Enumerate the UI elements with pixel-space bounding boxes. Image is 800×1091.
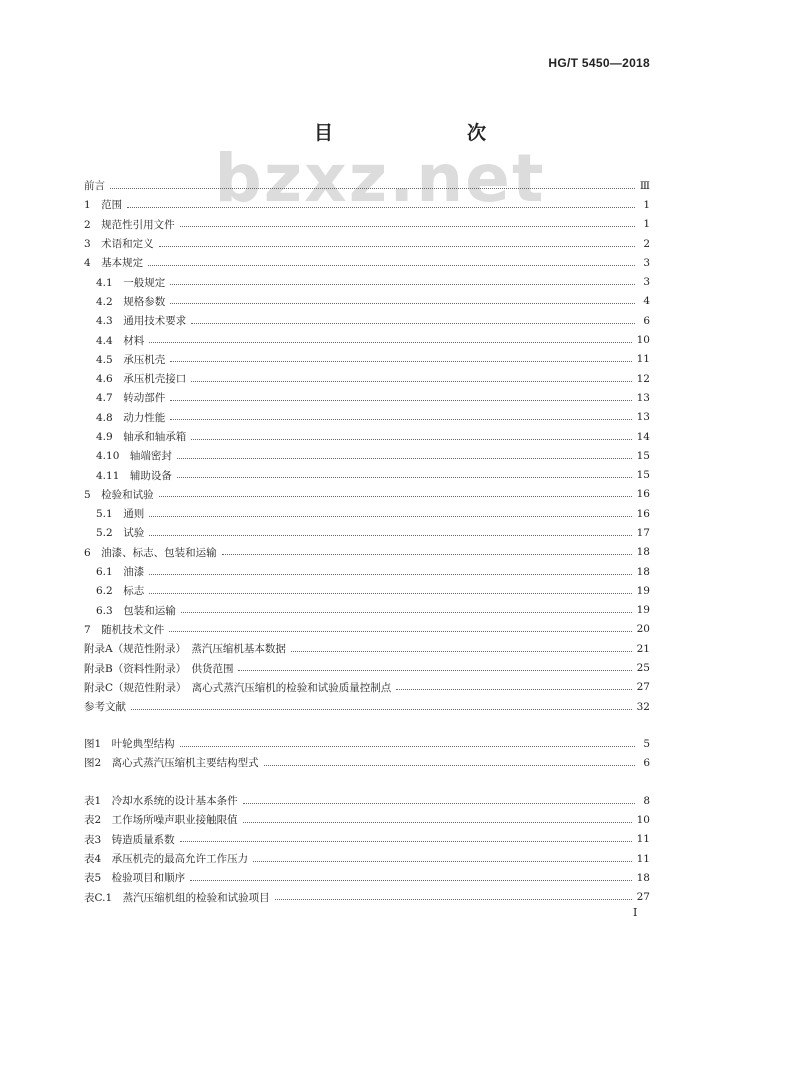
toc-entry-label: 1 范围 (84, 199, 123, 212)
toc-entry-label: 表4 承压机壳的最高允许工作压力 (84, 853, 249, 866)
dot-leader (191, 380, 631, 382)
toc-entry[interactable] (84, 620, 650, 639)
dot-leader (159, 245, 635, 247)
toc-entry[interactable] (84, 678, 650, 697)
toc-entry-label: 前言 (84, 180, 105, 193)
toc-entry-label: 表2 工作场所噪声职业接触限值 (84, 814, 238, 827)
toc-entry-page: 6 (643, 314, 650, 327)
dot-leader (243, 821, 632, 823)
dot-leader (169, 630, 631, 632)
toc-entry-label: 4.3 通用技术要求 (96, 315, 187, 328)
toc-entry-label: 6.1 油漆 (96, 566, 145, 579)
toc-entry[interactable] (84, 195, 650, 214)
toc-entry-page: 4 (643, 295, 650, 308)
dot-leader (180, 745, 635, 747)
toc-entry[interactable] (84, 581, 650, 600)
toc-entry-label: 表1 冷却水系统的设计基本条件 (84, 795, 238, 808)
toc-entry-label: 4.2 规格参数 (96, 295, 166, 308)
toc-entry[interactable] (84, 292, 650, 311)
toc-entry[interactable] (84, 176, 650, 195)
toc-entry-label: 6 油漆、标志、包装和运输 (84, 546, 217, 559)
toc-entry[interactable] (84, 408, 650, 427)
toc-entry-label: 3 术语和定义 (84, 238, 154, 251)
toc-entry-page: 10 (636, 334, 650, 347)
dot-leader (177, 476, 632, 478)
dot-leader (291, 650, 632, 652)
dot-leader (131, 708, 632, 710)
dot-leader (264, 764, 635, 766)
toc-entry-label: 4.9 轴承和轴承箱 (96, 431, 187, 443)
toc-entry-page: 11 (636, 353, 650, 366)
dot-leader (253, 860, 631, 862)
dot-leader (222, 553, 632, 555)
toc-entry-page: 13 (636, 391, 650, 404)
toc-entry-page: 10 (636, 813, 650, 826)
dot-leader (148, 264, 635, 266)
toc-entry[interactable] (84, 369, 650, 388)
toc-entry-page: 12 (636, 372, 650, 385)
dot-leader (181, 611, 632, 613)
toc-entry-page: 18 (636, 871, 650, 884)
toc-entry-page: 32 (636, 700, 650, 713)
toc-entry[interactable] (84, 504, 650, 523)
toc-entry-label: 4.11 辅助设备 (96, 469, 172, 482)
toc-entry[interactable] (84, 887, 650, 906)
page-number: I (633, 906, 638, 919)
toc-entry-page: 17 (636, 526, 650, 539)
toc-figure-list (84, 734, 650, 773)
toc-entry[interactable] (84, 272, 650, 291)
toc-entry-page: 5 (643, 737, 650, 750)
toc-entry-page: 19 (636, 584, 650, 597)
toc-entry-label: 5 检验和试验 (84, 488, 154, 501)
toc-entry-page: 18 (636, 546, 650, 559)
toc-entry-page: 19 (636, 604, 650, 617)
toc-entry-page: 3 (643, 276, 650, 289)
toc-entry-page: 18 (636, 565, 650, 578)
toc-entry-page: 15 (636, 469, 650, 482)
toc-entry-label: 6.3 包装和运输 (96, 604, 176, 617)
dot-leader (159, 495, 632, 497)
dot-leader (149, 573, 631, 575)
toc-entry[interactable] (84, 810, 650, 829)
toc-entry-label: 4 基本规定 (84, 257, 144, 270)
dot-leader (110, 187, 635, 189)
dot-leader (149, 534, 631, 536)
toc-entry-page: 21 (636, 642, 650, 655)
toc-entry[interactable] (84, 753, 650, 772)
toc-entry-label: 4.5 承压机壳 (96, 353, 166, 366)
toc-entry-label: 附录C（规范性附录） 离心式蒸汽压缩机的检验和试验质量控制点 (84, 681, 392, 694)
toc-entry[interactable] (84, 830, 650, 849)
dot-leader (149, 341, 631, 343)
dot-leader (190, 879, 631, 881)
toc-entry[interactable] (84, 330, 650, 349)
dot-leader (177, 457, 632, 459)
dot-leader (238, 669, 631, 671)
toc-entry[interactable] (84, 350, 650, 369)
dot-leader (180, 840, 632, 842)
dot-leader (191, 438, 631, 440)
watermark: bzxz.net (214, 140, 546, 217)
standard-code: HG/T 5450—2018 (548, 56, 650, 70)
toc-entry[interactable] (84, 388, 650, 407)
toc-entry[interactable] (84, 658, 650, 677)
toc-entry-label: 参考文献 (84, 701, 126, 714)
dot-leader (170, 399, 631, 401)
toc-entry-page: 3 (643, 256, 650, 269)
toc-entry-page: 2 (643, 237, 650, 250)
dot-leader (170, 418, 631, 420)
toc-entry-label: 表5 检验项目和顺序 (84, 872, 186, 885)
toc-entry-page: 16 (636, 488, 650, 501)
toc-entry-page: 16 (636, 507, 650, 520)
toc-entry-label: 4.6 承压机壳接口 (96, 373, 187, 386)
toc-entry-page: 20 (636, 623, 650, 636)
page-title: 目 次 (313, 122, 518, 144)
toc-main-list (84, 176, 650, 716)
dot-leader (243, 802, 635, 804)
toc-entry-label: 图2 离心式蒸汽压缩机主要结构型式 (84, 757, 259, 770)
toc-entry[interactable] (84, 543, 650, 562)
dot-leader (149, 515, 631, 517)
toc-entry[interactable] (84, 234, 650, 253)
toc-entry-label: 4.1 一般规定 (96, 276, 166, 289)
toc-entry[interactable] (84, 215, 650, 234)
dot-leader (275, 898, 632, 900)
dot-leader (149, 592, 631, 594)
toc-entry-page: Ⅲ (639, 179, 650, 192)
toc-entry-page: 11 (636, 852, 650, 865)
toc-entry-label: 表3 铸造质量系数 (84, 833, 175, 846)
toc-entry-label: 5.2 试验 (96, 527, 145, 540)
toc-entry[interactable] (84, 734, 650, 753)
toc-entry-page: 8 (643, 794, 650, 807)
toc-entry[interactable] (84, 562, 650, 581)
toc-entry-page: 27 (636, 681, 650, 694)
dot-leader (170, 360, 631, 362)
dot-leader (170, 283, 635, 285)
toc-entry[interactable] (84, 311, 650, 330)
toc-entry-label: 4.4 材料 (96, 334, 145, 347)
toc-entry-page: 6 (643, 756, 650, 769)
toc-entry-label: 附录A（规范性附录） 蒸汽压缩机基本数据 (84, 643, 286, 656)
toc-entry-label: 6.2 标志 (96, 585, 145, 598)
toc-entry[interactable] (84, 253, 650, 272)
dot-leader (170, 302, 635, 304)
toc-entry-page: 1 (643, 218, 650, 231)
toc-entry[interactable] (84, 485, 650, 504)
toc-entry[interactable] (84, 427, 650, 446)
toc-entry[interactable] (84, 868, 650, 887)
toc-entry-page: 14 (636, 430, 650, 443)
toc-table-list (84, 791, 650, 907)
toc-entry-label: 表C.1 蒸汽压缩机组的检验和试验项目 (84, 891, 270, 904)
toc-entry-page: 1 (643, 198, 650, 211)
toc-entry[interactable] (84, 791, 650, 810)
dot-leader (127, 206, 635, 208)
toc-entry-label: 4.7 转动部件 (96, 392, 166, 405)
toc-entry-label: 图1 叶轮典型结构 (84, 738, 175, 751)
toc-entry-page: 15 (636, 449, 650, 462)
toc-entry[interactable] (84, 849, 650, 868)
toc-entry[interactable] (84, 523, 650, 542)
toc-entry-label: 5.1 通则 (96, 508, 145, 521)
dot-leader (191, 322, 635, 324)
toc-entry-label: 7 随机技术文件 (84, 623, 165, 636)
toc-entry[interactable] (84, 639, 650, 658)
toc-entry-page: 25 (636, 662, 650, 675)
toc-entry[interactable] (84, 465, 650, 484)
dot-leader (180, 225, 635, 227)
toc-entry-label: 4.10 轴端密封 (96, 450, 172, 463)
toc-entry[interactable] (84, 601, 650, 620)
toc-entry[interactable] (84, 446, 650, 465)
toc-entry-page: 13 (636, 411, 650, 424)
toc-entry-label: 附录B（资料性附录） 供货范围 (84, 662, 234, 675)
toc-entry-page: 11 (636, 833, 650, 846)
toc-entry-label: 4.8 动力性能 (96, 411, 166, 424)
dot-leader (396, 688, 631, 690)
toc-entry[interactable] (84, 697, 650, 716)
toc-entry-label: 2 规范性引用文件 (84, 218, 175, 231)
toc-entry-page: 27 (636, 891, 650, 904)
